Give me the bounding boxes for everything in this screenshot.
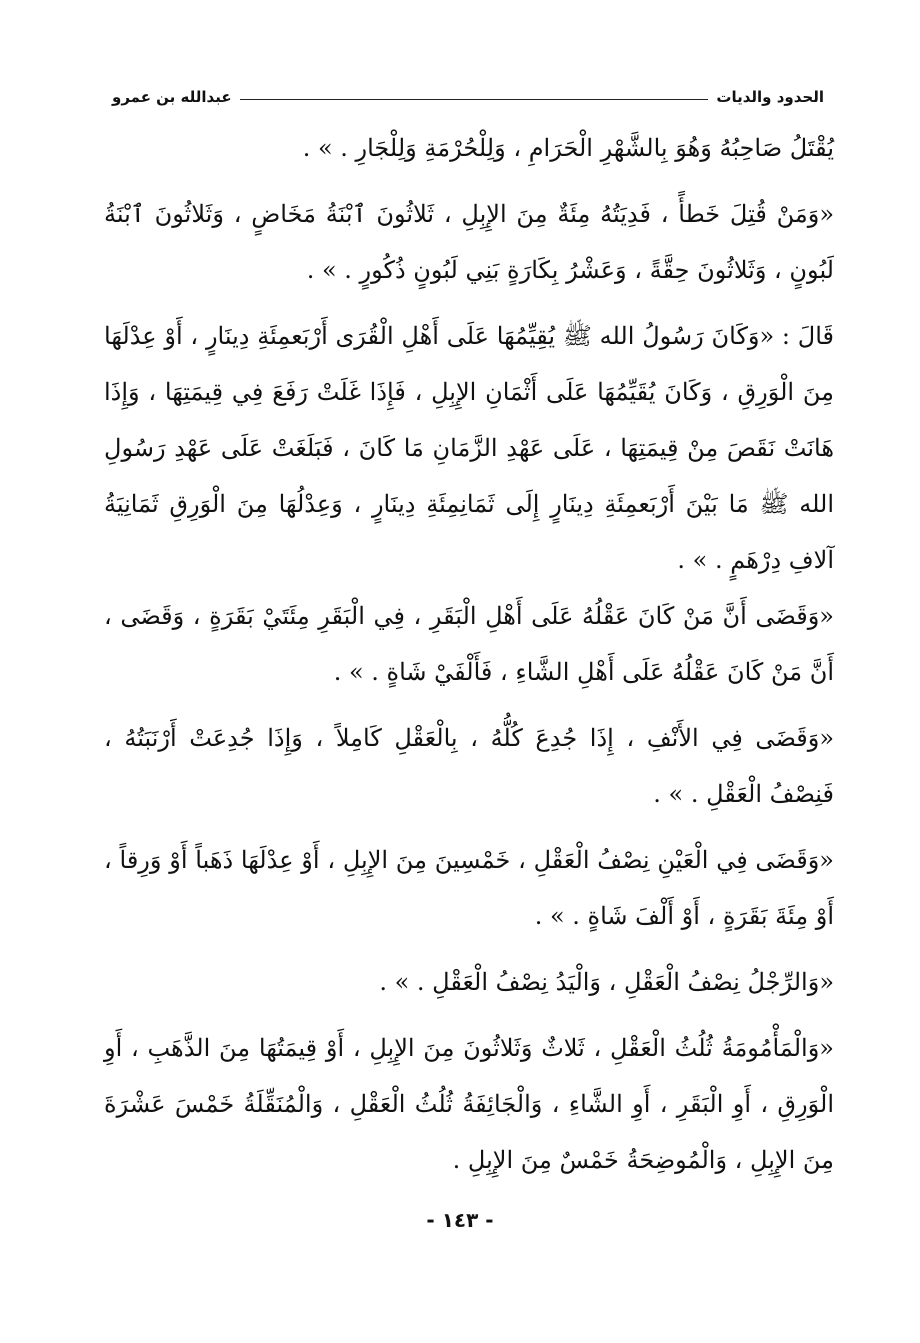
paragraph-8: «وَالْمَأْمُومَةُ ثُلُثُ الْعَقْلِ ، ثَلاثٌ وَثَلاثُونَ مِنَ الإِبِلِ ، أَوْ قِيمَتُهَا مِنَ الذَّهَبِ ، أَوِ الْوَرِقِ ، أَوِ الْبَقَرِ ، أَوِ الشَّاءِ ، وَالْجَائِفَةُ ثُلُثُ الْعَقْلِ ، وَالْمُنَقِّلَةُ خَمْسَ عَشْرَةَ مِنَ الإِبِلِ ، وَالْمُوضِحَةُ خَمْسٌ مِنَ الإِبِلِ . (104, 1034, 834, 1174)
paragraph-7: «وَالرِّجْلُ نِصْفُ الْعَقْلِ ، وَالْيَدُ نِصْفُ الْعَقْلِ . » . (379, 968, 834, 996)
header-rule (240, 99, 709, 100)
running-header (112, 80, 824, 106)
paragraph-6: «وَقَضَى فِي الْعَيْنِ نِصْفُ الْعَقْلِ ، خَمْسِينَ مِنَ الإِبِلِ ، أَوْ عِدْلَهَا ذَهَباً أَوْ وَرِقاً ، أَوْ مِئَةَ بَقَرَةٍ ، أَوْ أَلْفَ شَاةٍ . » . (104, 846, 834, 930)
header-chapter-title: الحدود والديات (716, 88, 824, 106)
paragraph-1: يُقْتَلُ صَاحِبُهُ وَهُوَ بِالشَّهْرِ الْحَرَامِ ، وَلِلْحُرْمَةِ وَلِلْجَارِ . » . (302, 134, 834, 162)
paragraph-4: «وَقَضَى أَنَّ مَنْ كَانَ عَقْلُهُ عَلَى أَهْلِ الْبَقَرِ ، فِي الْبَقَرِ مِئَتَيْ بَقَرَةٍ ، وَقَضَى ، أَنَّ مَنْ كَانَ عَقْلُهُ عَلَى أَهْلِ الشَّاءِ ، فَأَلْفَيْ شَاةٍ . » . (104, 602, 834, 686)
header-author-name: عبدالله بن عمرو (112, 88, 232, 106)
page-number: - ١٤٣ - (426, 1208, 494, 1232)
paragraph-2: «وَمَنْ قُتِلَ خَطأً ، فَدِيَتُهُ مِئَةٌ مِنَ الإِبِلِ ، ثَلاثُونَ ٱبْنَةُ مَخَاضٍ ، وَثَلاثُونَ ٱبْنَةُ لَبُونٍ ، وَثَلاثُونَ حِقَّةً ، وَعَشْرُ بِكَارَةٍ بَنِي لَبُونٍ ذُكُورٍ . » . (104, 200, 834, 284)
paragraph-5: «وَقَضَى فِي الأَنْفِ ، إِذَا جُدِعَ كُلُّهُ ، بِالْعَقْلِ كَامِلاً ، وَإِذَا جُدِعَتْ أَرْنَبَتُهُ ، فَنِصْفُ الْعَقْلِ . » . (104, 724, 834, 808)
page-body (104, 120, 834, 1188)
paragraph-3: قَالَ : «وَكَانَ رَسُولُ الله ﷺ يُقِيِّمُهَا عَلَى أَهْلِ الْقُرَى أَرْبَعمِئَةِ دِينَارٍ ، أَوْ عِدْلَهَا مِنَ الْوَرِقِ ، وَكَانَ يُقَيِّمُهَا عَلَى أَثْمَانِ الإِبِلِ ، فَإِذَا غَلَتْ رَفَعَ فِي قِيمَتِهَا ، وَإِذَا هَانَتْ نَقَصَ مِنْ قِيمَتِهَا ، عَلَى عَهْدِ الزَّمَانِ مَا كَانَ ، فَبَلَغَتْ عَلَى عَهْدِ رَسُولِ الله ﷺ مَا بَيْنَ أَرْبَعمِئَةِ دِينَارٍ إِلَى ثَمَانِمِئَةِ دِينَارٍ ، وَعِدْلُهَا مِنَ الْوَرِقِ ثَمَانِيَةُ آلافِ دِرْهَمٍ . » . (104, 322, 835, 574)
